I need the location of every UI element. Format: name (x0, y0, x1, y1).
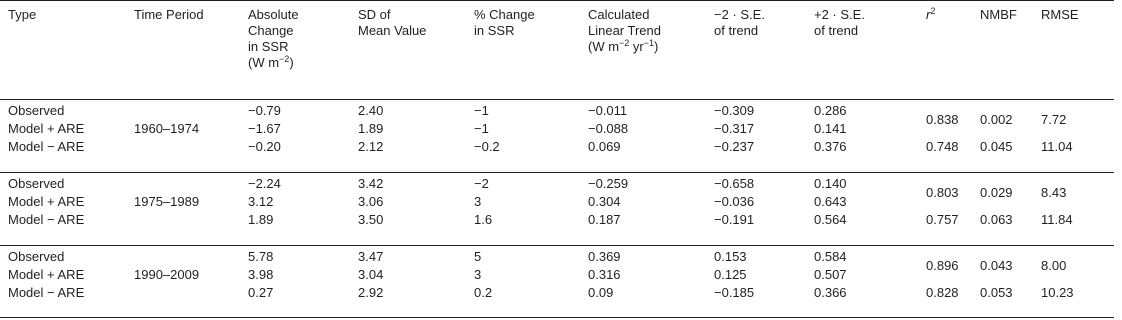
row-trend: 0.369 (588, 249, 621, 264)
group-divider (0, 245, 1114, 246)
row-rmse: 8.43 (1041, 185, 1067, 200)
row-nmbf: 0.029 (980, 185, 1013, 200)
row-rmse: 11.84 (1041, 212, 1073, 227)
row-rmse: 11.04 (1041, 139, 1073, 154)
row-sd: 2.40 (358, 103, 384, 118)
row-abs-change: 5.78 (248, 249, 274, 264)
row-nmbf: 0.002 (980, 112, 1013, 127)
row-time-period: 1990–2009 (134, 267, 200, 282)
row-r2: 0.828 (926, 285, 959, 300)
row-type: Observed (8, 103, 65, 118)
row-r2: 0.757 (926, 212, 959, 227)
row-minus-2se: −0.036 (714, 194, 755, 209)
header-r-squared: $r^2$ (926, 6, 936, 22)
row-abs-change: 0.27 (248, 285, 274, 300)
header-time-period: Time Period (134, 7, 204, 22)
row-pct-change: −1 (474, 121, 489, 136)
row-plus-2se: 0.286 (814, 103, 847, 118)
row-type: Model + ARE (8, 121, 85, 136)
row-abs-change: 3.12 (248, 194, 274, 209)
row-abs-change: 1.89 (248, 212, 274, 227)
row-pct-change: −1 (474, 103, 489, 118)
row-rmse: 8.00 (1041, 258, 1067, 273)
row-sd: 3.04 (358, 267, 384, 282)
row-type: Observed (8, 249, 65, 264)
row-trend: −0.259 (588, 176, 629, 191)
row-minus-2se: −0.309 (714, 103, 755, 118)
header-minus-2se: −2 · S.E. of trend (714, 7, 765, 38)
row-abs-change: −0.20 (248, 139, 281, 154)
row-sd: 1.89 (358, 121, 384, 136)
row-type: Model − ARE (8, 212, 85, 227)
row-trend: 0.316 (588, 267, 621, 282)
header-rmse: RMSE (1041, 7, 1079, 22)
table-top-rule (0, 0, 1114, 1)
row-trend: 0.187 (588, 212, 621, 227)
row-pct-change: −2 (474, 176, 489, 191)
header-absolute-change: Absolute Change in SSR (W $m^{-2}$) (248, 7, 299, 70)
row-time-period: 1975–1989 (134, 194, 200, 209)
header-pct-change: % Change in SSR (474, 7, 535, 38)
row-sd: 2.12 (358, 139, 384, 154)
row-plus-2se: 0.564 (814, 212, 847, 227)
row-sd: 3.47 (358, 249, 384, 264)
row-plus-2se: 0.507 (814, 267, 847, 282)
row-plus-2se: 0.366 (814, 285, 847, 300)
row-trend: 0.09 (588, 285, 614, 300)
row-sd: 2.92 (358, 285, 384, 300)
row-abs-change: −1.67 (248, 121, 281, 136)
row-pct-change: 0.2 (474, 285, 493, 300)
row-minus-2se: −0.658 (714, 176, 755, 191)
row-type: Model + ARE (8, 267, 85, 282)
header-type: Type (8, 7, 37, 22)
row-r2: 0.748 (926, 139, 959, 154)
row-trend: 0.304 (588, 194, 621, 209)
row-minus-2se: 0.153 (714, 249, 747, 264)
row-abs-change: 3.98 (248, 267, 274, 282)
header-bottom-rule (0, 99, 1114, 100)
row-r2: 0.896 (926, 258, 959, 273)
row-r2: 0.838 (926, 112, 959, 127)
row-plus-2se: 0.643 (814, 194, 847, 209)
row-abs-change: −2.24 (248, 176, 281, 191)
row-pct-change: −0.2 (474, 139, 500, 154)
header-plus-2se: +2 · S.E. of trend (814, 7, 865, 38)
table-bottom-rule (0, 317, 1114, 318)
row-pct-change: 3 (474, 194, 482, 209)
row-plus-2se: 0.584 (814, 249, 847, 264)
row-minus-2se: −0.237 (714, 139, 755, 154)
row-minus-2se: 0.125 (714, 267, 747, 282)
row-trend: −0.011 (588, 103, 628, 118)
row-nmbf: 0.063 (980, 212, 1013, 227)
row-plus-2se: 0.376 (814, 139, 847, 154)
row-type: Model − ARE (8, 139, 85, 154)
row-type: Observed (8, 176, 65, 191)
row-minus-2se: −0.191 (714, 212, 755, 227)
row-r2: 0.803 (926, 185, 959, 200)
row-trend: −0.088 (588, 121, 629, 136)
row-type: Model + ARE (8, 194, 85, 209)
header-sd-mean: SD of Mean Value (358, 7, 427, 38)
row-sd: 3.50 (358, 212, 384, 227)
row-minus-2se: −0.317 (714, 121, 755, 136)
header-nmbf: NMBF (980, 7, 1017, 22)
row-rmse: 10.23 (1041, 285, 1074, 300)
row-nmbf: 0.045 (980, 139, 1013, 154)
row-time-period: 1960–1974 (134, 121, 200, 136)
row-nmbf: 0.043 (980, 258, 1013, 273)
row-nmbf: 0.053 (980, 285, 1013, 300)
row-abs-change: −0.79 (248, 103, 281, 118)
row-sd: 3.42 (358, 176, 384, 191)
row-trend: 0.069 (588, 139, 621, 154)
row-pct-change: 1.6 (474, 212, 493, 227)
row-sd: 3.06 (358, 194, 384, 209)
row-pct-change: 3 (474, 267, 482, 282)
row-rmse: 7.72 (1041, 112, 1067, 127)
row-plus-2se: 0.140 (814, 176, 847, 191)
row-pct-change: 5 (474, 249, 482, 264)
header-linear-trend: Calculated Linear Trend (W $m^{-2}$ $yr^{-1}$) (588, 7, 661, 54)
group-divider (0, 172, 1114, 173)
row-plus-2se: 0.141 (814, 121, 847, 136)
row-type: Model − ARE (8, 285, 85, 300)
row-minus-2se: −0.185 (714, 285, 755, 300)
